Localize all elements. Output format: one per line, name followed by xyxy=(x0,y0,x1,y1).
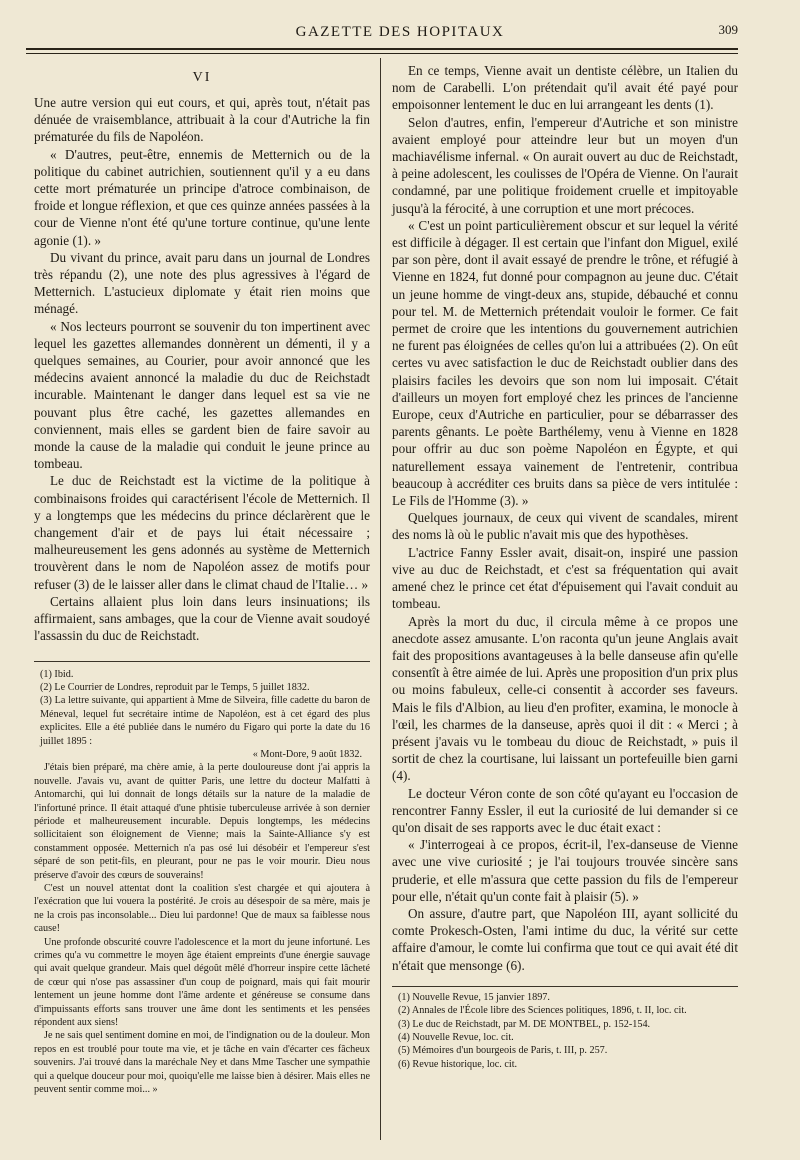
paragraph: Certains allaient plus loin dans leurs insinuations; ils affirmaient, sans ambages, que la cour de Vienne avait soudoyé l'assassin du duc de Reichstadt. xyxy=(34,593,370,644)
header-rule-thin xyxy=(26,53,738,54)
footnote: (6) Revue historique, loc. cit. xyxy=(398,1058,518,1070)
footnote: (1) Ibid. xyxy=(40,668,74,680)
running-head xyxy=(0,22,800,44)
paragraph: Quelques journaux, de ceux qui vivent de scandales, mirent des noms là où le public n'avait mis que des hypothèses. xyxy=(392,510,738,543)
footnote: (3) La lettre suivante, qui appartient à Mme de Silveira, fille cadette du baron de Méneval, lequel fut secrétaire intime de Napoléon, est à cet égard des plus explicites. Elle a été publiée dans le numéro du Figaro qui porte la date du 16 juillet 1895 : xyxy=(40,695,370,747)
paragraph: Le docteur Véron conte de son côté qu'ayant eu l'occasion de rencontrer Fanny Essler, il eut la curiosité de lui demander si ce qu'on disait de ses rapports avec le duc était exact : xyxy=(392,785,738,835)
paragraph: Du vivant du prince, avait paru dans un journal de Londres très répandu (2), une note des plus agressives à l'égard de Metternich. L'astucieux diplomate y était rien moins que ménagé. xyxy=(34,249,370,317)
paragraph: L'actrice Fanny Essler avait, disait-on, inspiré une passion vive au duc de Reichstadt, et c'est sa fréquentation qui avait amené chez le prince cet état d'épuisement qui l'avait conduit au tombeau. xyxy=(392,544,738,612)
right-body-text xyxy=(392,62,738,974)
footnote: (3) Le duc de Reichstadt, par M. DE MONTBEL, p. 152-154. xyxy=(398,1018,651,1030)
paragraph: « Nos lecteurs pourront se souvenir du ton impertinent avec lequel les gazettes allemandes donnèrent un démenti, il y a quelques semaines, au Courier, pour avoir annoncé que les médecins avaient annoncé la maladie du duc de Reichstadt incurable. Maintenant le danger dans lequel est sa vie ne pouvant plus être caché, les gazettes allemandes en conviennent, mais elles se gardent bien de faire savoir au monde la cause de la maladie qui conduit le jeune prince au tombeau. xyxy=(34,318,370,472)
footnote: (4) Nouvelle Revue, loc. cit. xyxy=(398,1031,514,1043)
paragraph: En ce temps, Vienne avait un dentiste célèbre, un Italien du nom de Carabelli. L'on prétendait qu'il avait été payé pour empoisonner lentement le duc en lui arrangeant les dents (1). xyxy=(392,63,738,113)
journal-title: GAZETTE DES HOPITAUX xyxy=(295,24,505,40)
letter-paragraph: J'étais bien préparé, ma chère amie, à la perte douloureuse dont j'ai appris la nouvelle. J'avais vu, avant de quitter Paris, une lettre du docteur Malfatti à Antomarchi, qui lui donnait de longs détails sur la nature de la maladie de l'infortuné prince. Il était attaqué d'une phtisie tuberculeuse arrivée à son dernier période et malheureusement incurable. Depuis longtemps, les médecins sollicitaient son éloignement de Vienne; mais la Sainte-Alliance s'y est constamment opposée. Metternich n'a pas osé lui désobéir et l'empereur s'est séparé de son petit-fils, en pleurant, pour ne pas le voir mourir. Dieu nous préserve d'avoir des cœurs de souverains! xyxy=(34,762,370,881)
paragraph: Le duc de Reichstadt est la victime de la politique à combinaisons froides qui caractérisent l'école de Metternich. Il y a longtemps que les médecins du prince déclarèrent que le changement d'air et de pays lui était nécessaire ; malheureusement les gens adonnés au système de Metternich trouvèrent dans le nom de Napoléon assez de motifs pour refuser (3) de le laisser aller dans le climat chaud de l'Italie… » xyxy=(34,473,370,592)
section-number: VI xyxy=(192,70,212,85)
letter-paragraph: C'est un nouvel attentat dont la coalition s'est chargée et qui ajoutera à l'exécration que lui vouera la postérité. Je crois au désespoir de sa mère, mais je ne la crois pas inconsolable... Dieu lui pardonne! Que de maux sa faiblesse nous cause! xyxy=(34,883,370,935)
footnote: (5) Mémoires d'un bourgeois de Paris, t. III, p. 257. xyxy=(398,1045,608,1057)
footnote-rule xyxy=(34,661,370,662)
footnote: (2) Annales de l'École libre des Sciences politiques, 1896, t. II, loc. cit. xyxy=(398,1005,687,1017)
paragraph: Selon d'autres, enfin, l'empereur d'Autriche et son ministre avaient employé pour atteindre leur but un moyen d'un machiavélisme infernal. « On aurait ouvert au duc de Reichstadt, à peine adolescent, les coulisses de l'Opéra de Vienne. On l'aurait condamné, par une politique froidement cruelle et impitoyable jusqu'à la férocité, à une corruption et une mort précoces. xyxy=(392,114,738,216)
page-number: 309 xyxy=(718,22,738,37)
right-column xyxy=(392,62,738,1071)
letter-paragraph: Une profonde obscurité couvre l'adolescence et la mort du jeune infortuné. Les crimes qu'a vu commettre le moyen âge étaient empreints d'une énergie sauvage qui avait quelque grandeur. Mais quel dégoût mêlé d'horreur inspire cette lâcheté de cœur qui n'ose pas assassiner d'un coup de poignard, mais qui fait mourir lentement un jeune homme dont l'âme ardente et généreuse se consume dans d'impuissants efforts sans trouver une âme dont les sentiments et les pensées répondent aux siens! xyxy=(34,936,370,1029)
left-column xyxy=(34,62,370,1097)
paragraph: « C'est un point particulièrement obscur et sur lequel la vérité est difficile à dégager. Il est certain que l'infant don Miguel, exilé par son père, dont il avait essayé de prendre le trône, et réfugié à Vienne en 1824, fut donné pour compagnon au jeune duc. C'était un jeune homme de vingt-deux ans, stupide, débauché et connu pour tel. M. de Metternich prétendait vouloir le former. Ce fait permet de croire que les intentions du gouvernement autrichien ne furent pas éloignées de celles qu'on lui a attribuées (2). On eût certes vu avec satisfaction le duc de Reichstadt oublier dans des plaisirs faciles les devoirs que son nom lui imposait. C'était d'ailleurs un moyen fort employé chez les princes de l'ancienne Europe, ceux d'Autriche en particulier, pour se débarrasser des parents gênants. Le poète Barthélemy, venu à Vienne en 1828 pour offrir au duc son poème Napoléon en Égypte, et qui naturellement essaya vainement de l'entretenir, contribua beaucoup à accréditer ces bruits dans sa pièce de vers intitulée : Le Fils de l'Homme (3). » xyxy=(392,217,738,509)
left-footnotes xyxy=(34,668,370,1097)
footnote-rule xyxy=(392,986,738,987)
paragraph: « J'interrogeai à ce propos, écrit-il, l'ex-danseuse de Vienne avec une vive curiosité ; je l'ai toujours trouvée sincère sans pruderie, et elle m'assura que cette passion du fils de l'empereur pour elle, n'était qu'un conte fait à plaisir (5). » xyxy=(392,837,738,904)
column-separator xyxy=(380,58,381,1140)
right-footnotes xyxy=(392,991,738,1071)
footnote: (1) Nouvelle Revue, 15 janvier 1897. xyxy=(398,991,550,1003)
header-rule-thick xyxy=(26,48,738,50)
footnote: (2) Le Courrier de Londres, reproduit par le Temps, 5 juillet 1832. xyxy=(40,681,310,693)
paragraph: Une autre version qui eut cours, et qui, après tout, n'était pas dénuée de vraisemblance, attribuait à la cour d'Autriche la fin prématurée du fils de Napoléon. xyxy=(34,95,370,145)
letter-paragraph: Je ne sais quel sentiment domine en moi, de l'indignation ou de la douleur. Mon repos en est troublé pour toute ma vie, et je tâche en vain d'écarter ces fâcheux souvenirs. J'ai trouvé dans la maréchale Ney et dans Mme Tascher une sympathie qui a quelque douceur pour moi, quoiqu'elle me laisse bien à désirer. Mais elles ne peuvent sentir comme moi... » xyxy=(34,1030,370,1096)
paragraph: On assure, d'autre part, que Napoléon III, ayant sollicité du comte Prokesch-Osten, l'ami intime du duc, la vérité sur cette affaire d'amour, le comte lui confirma que tout ce qui avait été dit n'était que mensonge (6). xyxy=(392,905,738,973)
letter-dateline: « Mont-Dore, 9 août 1832. xyxy=(252,748,362,760)
left-body-text xyxy=(34,94,370,645)
paragraph: « D'autres, peut-être, ennemis de Metternich ou de la politique du cabinet autrichien, soutiennent qu'il y a eu dans cette mort prématurée un principe d'atroce combinaison, de froide et longue réflexion, et que ces quinze années passées à la cour de Vienne n'ont été qu'une torture continue, qu'une lente agonie (1). » xyxy=(34,146,370,248)
paragraph: Après la mort du duc, il circula même à ce propos une anecdote assez amusante. L'on raconta qu'un jeune Anglais avait fait des propositions avantageuses à la belle danseuse afin qu'elle consentît à être aimée de lui. Après une proposition d'un prix plus ou moins fabuleux, celle-ci consentit à accorder ses faveurs. Mais le fils d'Albion, au lieu d'en profiter, examina, le monocle à l'œil, les charmes de la danseuse, après quoi il dit : « Merci ; à présent j'avais vu le tombeau du diouc de Reichstadt, » puis il sortit de chez la courtisane, lui laissant un portefeuille bien garni (4). xyxy=(392,613,738,784)
